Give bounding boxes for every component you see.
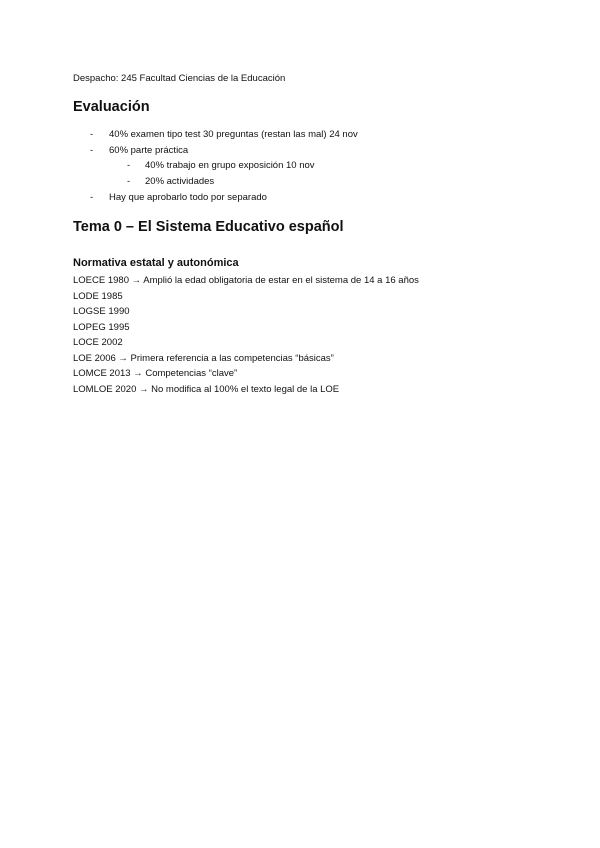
bullet-dash: -: [127, 160, 131, 171]
list-item-text: Hay que aprobarlo todo por separado: [109, 192, 267, 203]
office-location: Despacho: 245 Facultad Ciencias de la Educación: [73, 73, 286, 84]
law-entry: LODE 1985: [73, 291, 123, 302]
law-entry: LOMLOE 2020 → No modifica al 100% el texto legal de la LOE: [73, 384, 340, 395]
bullet-dash: -: [127, 176, 131, 187]
section-heading-tema-0: Tema 0 – El Sistema Educativo español: [73, 219, 344, 235]
bullet-dash: -: [90, 129, 94, 140]
law-entry: LOCE 2002: [73, 337, 123, 348]
law-entry: LOPEG 1995: [73, 322, 130, 333]
law-entry: LOMCE 2013 → Competencias “clave”: [73, 368, 238, 379]
subsection-heading-normativa: Normativa estatal y autonómica: [73, 257, 239, 269]
list-item-text: 40% trabajo en grupo exposición 10 nov: [145, 160, 315, 171]
list-item-text: 60% parte práctica: [109, 145, 189, 156]
section-heading-evaluacion: Evaluación: [73, 99, 150, 115]
bullet-dash: -: [90, 192, 94, 203]
law-entry: LOGSE 1990: [73, 306, 130, 317]
law-entry: LOE 2006 → Primera referencia a las competencias “básicas”: [73, 353, 334, 364]
law-entry: LOECE 1980 → Amplió la edad obligatoria de estar en el sistema de 14 a 16 años: [73, 275, 419, 286]
bullet-dash: -: [90, 145, 94, 156]
list-item-text: 40% examen tipo test 30 preguntas (restan las mal) 24 nov: [109, 129, 358, 140]
list-item-text: 20% actividades: [145, 176, 215, 187]
